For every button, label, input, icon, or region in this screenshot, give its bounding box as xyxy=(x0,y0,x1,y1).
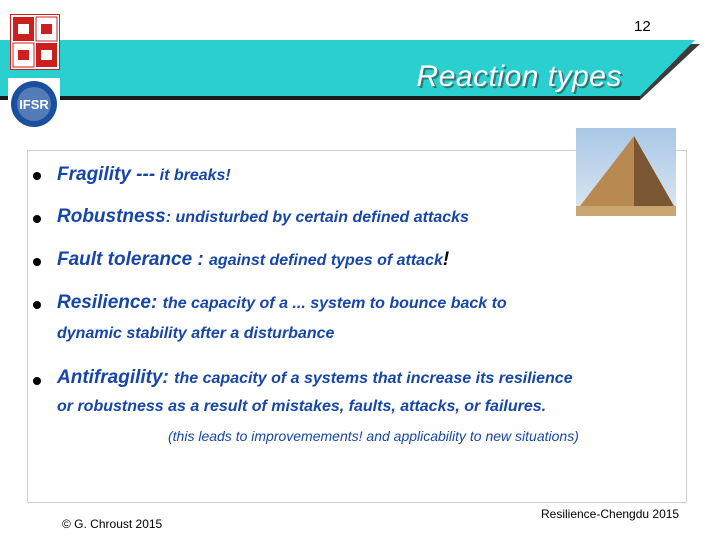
bullet-tail: ! xyxy=(442,249,450,270)
bullet-desc: the capacity of a ... system to bounce back to xyxy=(162,295,507,312)
bullet-robustness xyxy=(57,206,469,228)
slide-title: Reaction types xyxy=(416,60,622,93)
bullet-fault-tolerance xyxy=(57,249,449,271)
bullet-term: Fault tolerance : xyxy=(57,249,210,270)
bullet-desc: : undisturbed by certain defined attacks xyxy=(165,209,469,226)
bullet-dot xyxy=(33,301,41,309)
ifsr-logo-text: IFSR xyxy=(19,97,49,112)
note-text: (this leads to improvemements! and applicability to new situations) xyxy=(168,428,579,444)
bullet-term: Robustness xyxy=(57,206,166,227)
bullet-term: Antifragility: xyxy=(57,367,175,388)
bullet-fragility xyxy=(57,164,231,186)
footer-copyright: © G. Chroust 2015 xyxy=(62,517,163,531)
bullet-resilience-continuation: dynamic stability after a disturbance xyxy=(57,325,335,342)
bullet-desc: the capacity of a systems that increase its resilience xyxy=(174,370,573,387)
bullet-desc: against defined types of attack xyxy=(209,252,443,269)
pyramid-image-icon xyxy=(576,128,676,216)
bullet-dot xyxy=(33,258,41,266)
slide-number: 12 xyxy=(634,18,651,35)
bullet-dot xyxy=(33,215,41,223)
bullet-antifragility-continuation: or robustness as a result of mistakes, faults, attacks, or failures. xyxy=(57,398,547,415)
bullet-dot xyxy=(33,377,41,385)
ifsr-logo-icon xyxy=(8,78,60,130)
crest-logo-icon xyxy=(10,14,60,70)
bullet-antifragility xyxy=(57,367,573,389)
bullet-term: Resilience: xyxy=(57,292,163,313)
bullet-dot xyxy=(33,172,41,180)
footer-event: Resilience-Chengdu 2015 xyxy=(541,507,680,521)
bullet-desc: it breaks! xyxy=(155,167,231,184)
bullet-resilience xyxy=(57,292,507,314)
bullet-term: Fragility --- xyxy=(57,164,156,185)
